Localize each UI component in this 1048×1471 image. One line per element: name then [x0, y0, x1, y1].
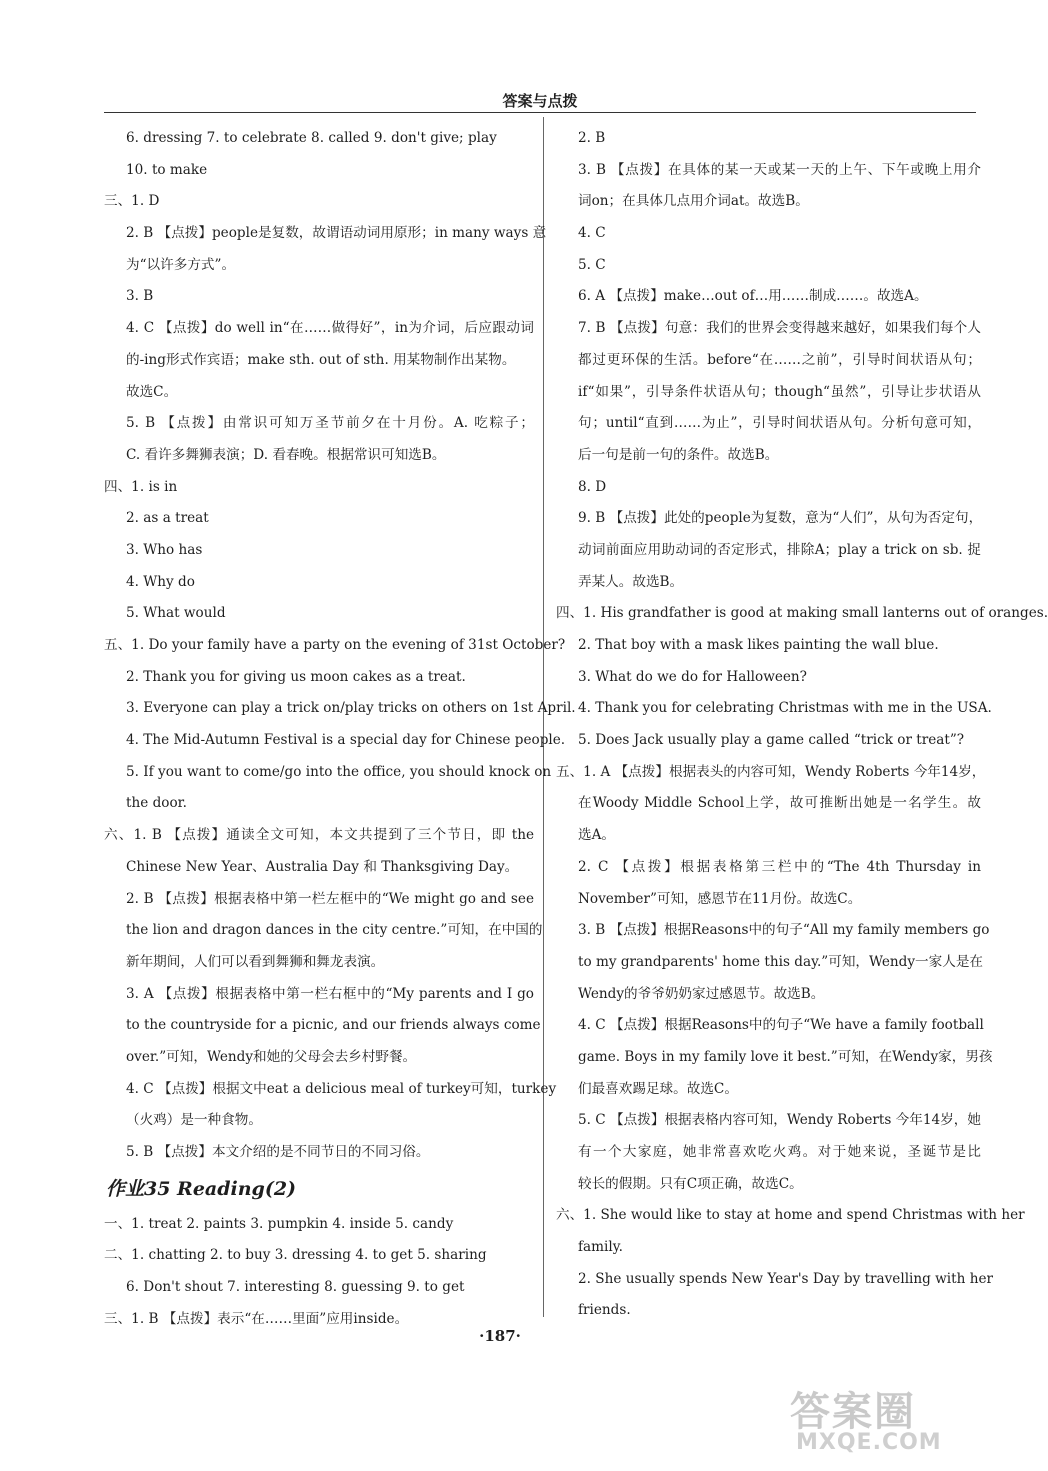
answer-line: 选A。	[578, 827, 616, 844]
answer-line: 5. B 【点拨】由常识可知万圣节前夕在十月份。A. 吃粽子；	[126, 415, 534, 432]
answer-line: 4. C 【点拨】do well in“在……做得好”，in为介词，后应跟动词	[126, 320, 534, 337]
answer-line: game. Boys in my family love it best.”可知，在Wendy家，男孩	[578, 1048, 993, 1065]
answer-line: 7. B 【点拨】句意：我们的世界会变得越来越好，如果我们每个人	[578, 320, 981, 337]
left-column	[104, 123, 576, 1335]
answer-line: 六、1. B 【点拨】通读全文可知，本文共提到了三个节日，即 the	[104, 827, 534, 844]
answer-line: 4. C	[578, 225, 606, 242]
answer-line: 六、1. She would like to stay at home and spend Christmas with her	[556, 1207, 1025, 1224]
answer-line: 4. Thank you for celebrating Christmas with me in the USA.	[578, 700, 992, 717]
answer-line: 句；until“直到……为止”，引导时间状语从句。分析句意可知，	[578, 415, 981, 432]
answer-line: 5. C	[578, 256, 606, 273]
answer-line: 9. B 【点拨】此处的people为复数，意为“人们”，从句为否定句，	[578, 510, 983, 527]
left-answers	[104, 123, 576, 1169]
answer-line: 五、1. A 【点拨】根据表头的内容可知，Wendy Roberts 今年14岁，	[556, 763, 986, 780]
answer-line: to my grandparents' home this day.”可知，Wendy一家人是在	[578, 953, 984, 970]
answer-line: 4. C 【点拨】根据文中eat a delicious meal of turkey可知，turkey	[126, 1080, 557, 1097]
answer-line: 2. She usually spends New Year's Day by travelling with her	[578, 1270, 993, 1287]
answer-line: 在Woody Middle School上学，故可推断出她是一名学生。故	[578, 795, 981, 812]
answer-line: 2. Thank you for giving us moon cakes as a treat.	[126, 668, 466, 685]
answer-line: 四、1. His grandfather is good at making small lanterns out of oranges.	[556, 605, 1048, 622]
answer-line: 2. B 【点拨】people是复数，故谓语动词用原形；in many ways 意	[126, 225, 547, 242]
answer-line: 为“以许多方式”。	[126, 256, 236, 273]
section-title: 作业35 Reading(2)	[106, 1177, 297, 1200]
watermark-logo	[780, 1380, 990, 1460]
answer-line: if“如果”，引导条件状语从句；though“虽然”，引导让步状语从	[578, 383, 981, 400]
answer-line: 5. If you want to come/go into the office, you should knock on	[126, 763, 552, 780]
answer-line: 2. B 【点拨】根据表格中第一栏左框中的“We might go and see	[126, 890, 534, 907]
answer-line: 3. B	[126, 288, 154, 305]
answer-line: 3. B 【点拨】根据Reasons中的句子“All my family members go	[578, 922, 990, 939]
answer-line: 6. A 【点拨】make…out of…用……制成……。故选A。	[578, 288, 928, 305]
answer-line: 都过更环保的生活。before“在……之前”，引导时间状语从句；	[578, 351, 981, 368]
answer-line: 五、1. Do your family have a party on the evening of 31st October?	[104, 637, 566, 653]
answer-line: 2. That boy with a mask likes painting the wall blue.	[578, 637, 939, 653]
watermark-text-bottom: MXQE.COM	[796, 1430, 942, 1455]
answer-line: 4. The Mid-Autumn Festival is a special day for Chinese people.	[126, 732, 566, 749]
answer-line: November”可知，感恩节在11月份。故选C。	[578, 890, 862, 907]
answer-line: 3. A 【点拨】根据表格中第一栏右框中的“My parents and I go	[126, 985, 534, 1002]
answer-line: 动词前面应用助动词的否定形式，排除A；play a trick on sb. 捉	[578, 541, 981, 558]
answer-line: 们最喜欢踢足球。故选C。	[578, 1080, 738, 1097]
answer-line: 较长的假期。只有C项正确，故选C。	[578, 1175, 803, 1192]
answer-line: 3. B 【点拨】在具体的某一天或某一天的上午、下午或晚上用介	[578, 161, 981, 178]
answer-line: 三、1. B 【点拨】表示“在……里面”应用inside。	[104, 1310, 409, 1327]
answer-line: to the countryside for a picnic, and our friends always come	[126, 1017, 541, 1034]
answer-line: Wendy的爷爷奶奶家过感恩节。故选B。	[578, 985, 825, 1002]
answer-line: the door.	[126, 795, 187, 812]
answer-line: 3. Everyone can play a trick on/play tricks on others on 1st April.	[126, 700, 576, 717]
answer-line: 4. Why do	[126, 573, 195, 590]
answer-line: 2. B	[578, 130, 606, 146]
answer-line: the lion and dragon dances in the city centre.”可知，在中国的	[126, 922, 543, 939]
answer-line: 6. Don't shout 7. interesting 8. guessing 9. to get	[126, 1279, 465, 1296]
answer-line: 3. What do we do for Halloween?	[578, 668, 807, 685]
answer-line: 10. to make	[126, 161, 208, 178]
page-header	[104, 86, 976, 113]
watermark-text-top: 答案圈	[790, 1389, 916, 1435]
answer-line: 三、1. D	[104, 193, 160, 210]
answer-line: friends.	[578, 1302, 631, 1319]
answer-line: 5. C 【点拨】根据表格内容可知，Wendy Roberts 今年14岁，她	[578, 1112, 981, 1129]
answer-line: 的-ing形式作宾语；make sth. out of sth. 用某物制作出某物。	[126, 351, 516, 368]
answer-line: family.	[578, 1239, 623, 1256]
answer-line: 词on；在具体几点用介词at。故选B。	[578, 193, 809, 210]
answer-line: 二、1. chatting 2. to buy 3. dressing 4. to get 5. sharing	[104, 1247, 487, 1264]
answer-line: 8. D	[578, 478, 607, 495]
answer-line: 5. Does Jack usually play a game called “trick or treat”?	[578, 732, 965, 749]
answer-line: 后一句是前一句的条件。故选B。	[578, 446, 779, 463]
answer-line: C. 看许多舞狮表演；D. 看春晚。根据常识可知选B。	[126, 446, 446, 463]
right-answers	[556, 123, 1048, 1327]
answer-line: 弄某人。故选B。	[578, 573, 684, 590]
answer-line: （火鸡）是一种食物。	[126, 1112, 262, 1129]
answer-line: 3. Who has	[126, 541, 203, 558]
answer-line: over.”可知，Wendy和她的父母会去乡村野餐。	[126, 1048, 417, 1065]
answer-line: 2. C 【点拨】根据表格第三栏中的“The 4th Thursday in	[578, 858, 981, 875]
answer-line: 故选C。	[126, 383, 178, 400]
answer-line: 一、1. treat 2. paints 3. pumpkin 4. inside 5. candy	[104, 1215, 454, 1232]
right-column	[556, 123, 1048, 1327]
answer-line: 5. B 【点拨】本文介绍的是不同节日的不同习俗。	[126, 1144, 430, 1160]
page-number: ·187·	[479, 1327, 521, 1345]
answer-line: Chinese New Year、Australia Day 和 Thanksgiving Day。	[126, 858, 519, 875]
header-title: 答案与点拨	[502, 92, 578, 110]
answer-line: 四、1. is in	[104, 478, 178, 495]
answer-line: 有一个大家庭，她非常喜欢吃火鸡。对于她来说，圣诞节是比	[578, 1144, 981, 1160]
answer-line: 5. What would	[126, 605, 226, 622]
answer-line: 新年期间，人们可以看到舞狮和舞龙表演。	[126, 953, 385, 970]
answer-line: 4. C 【点拨】根据Reasons中的句子“We have a family football	[578, 1017, 984, 1034]
answer-line: 2. as a treat	[126, 510, 209, 527]
left-answers-after	[104, 1209, 534, 1336]
answer-line: 6. dressing 7. to celebrate 8. called 9. don't give; play	[126, 130, 497, 146]
